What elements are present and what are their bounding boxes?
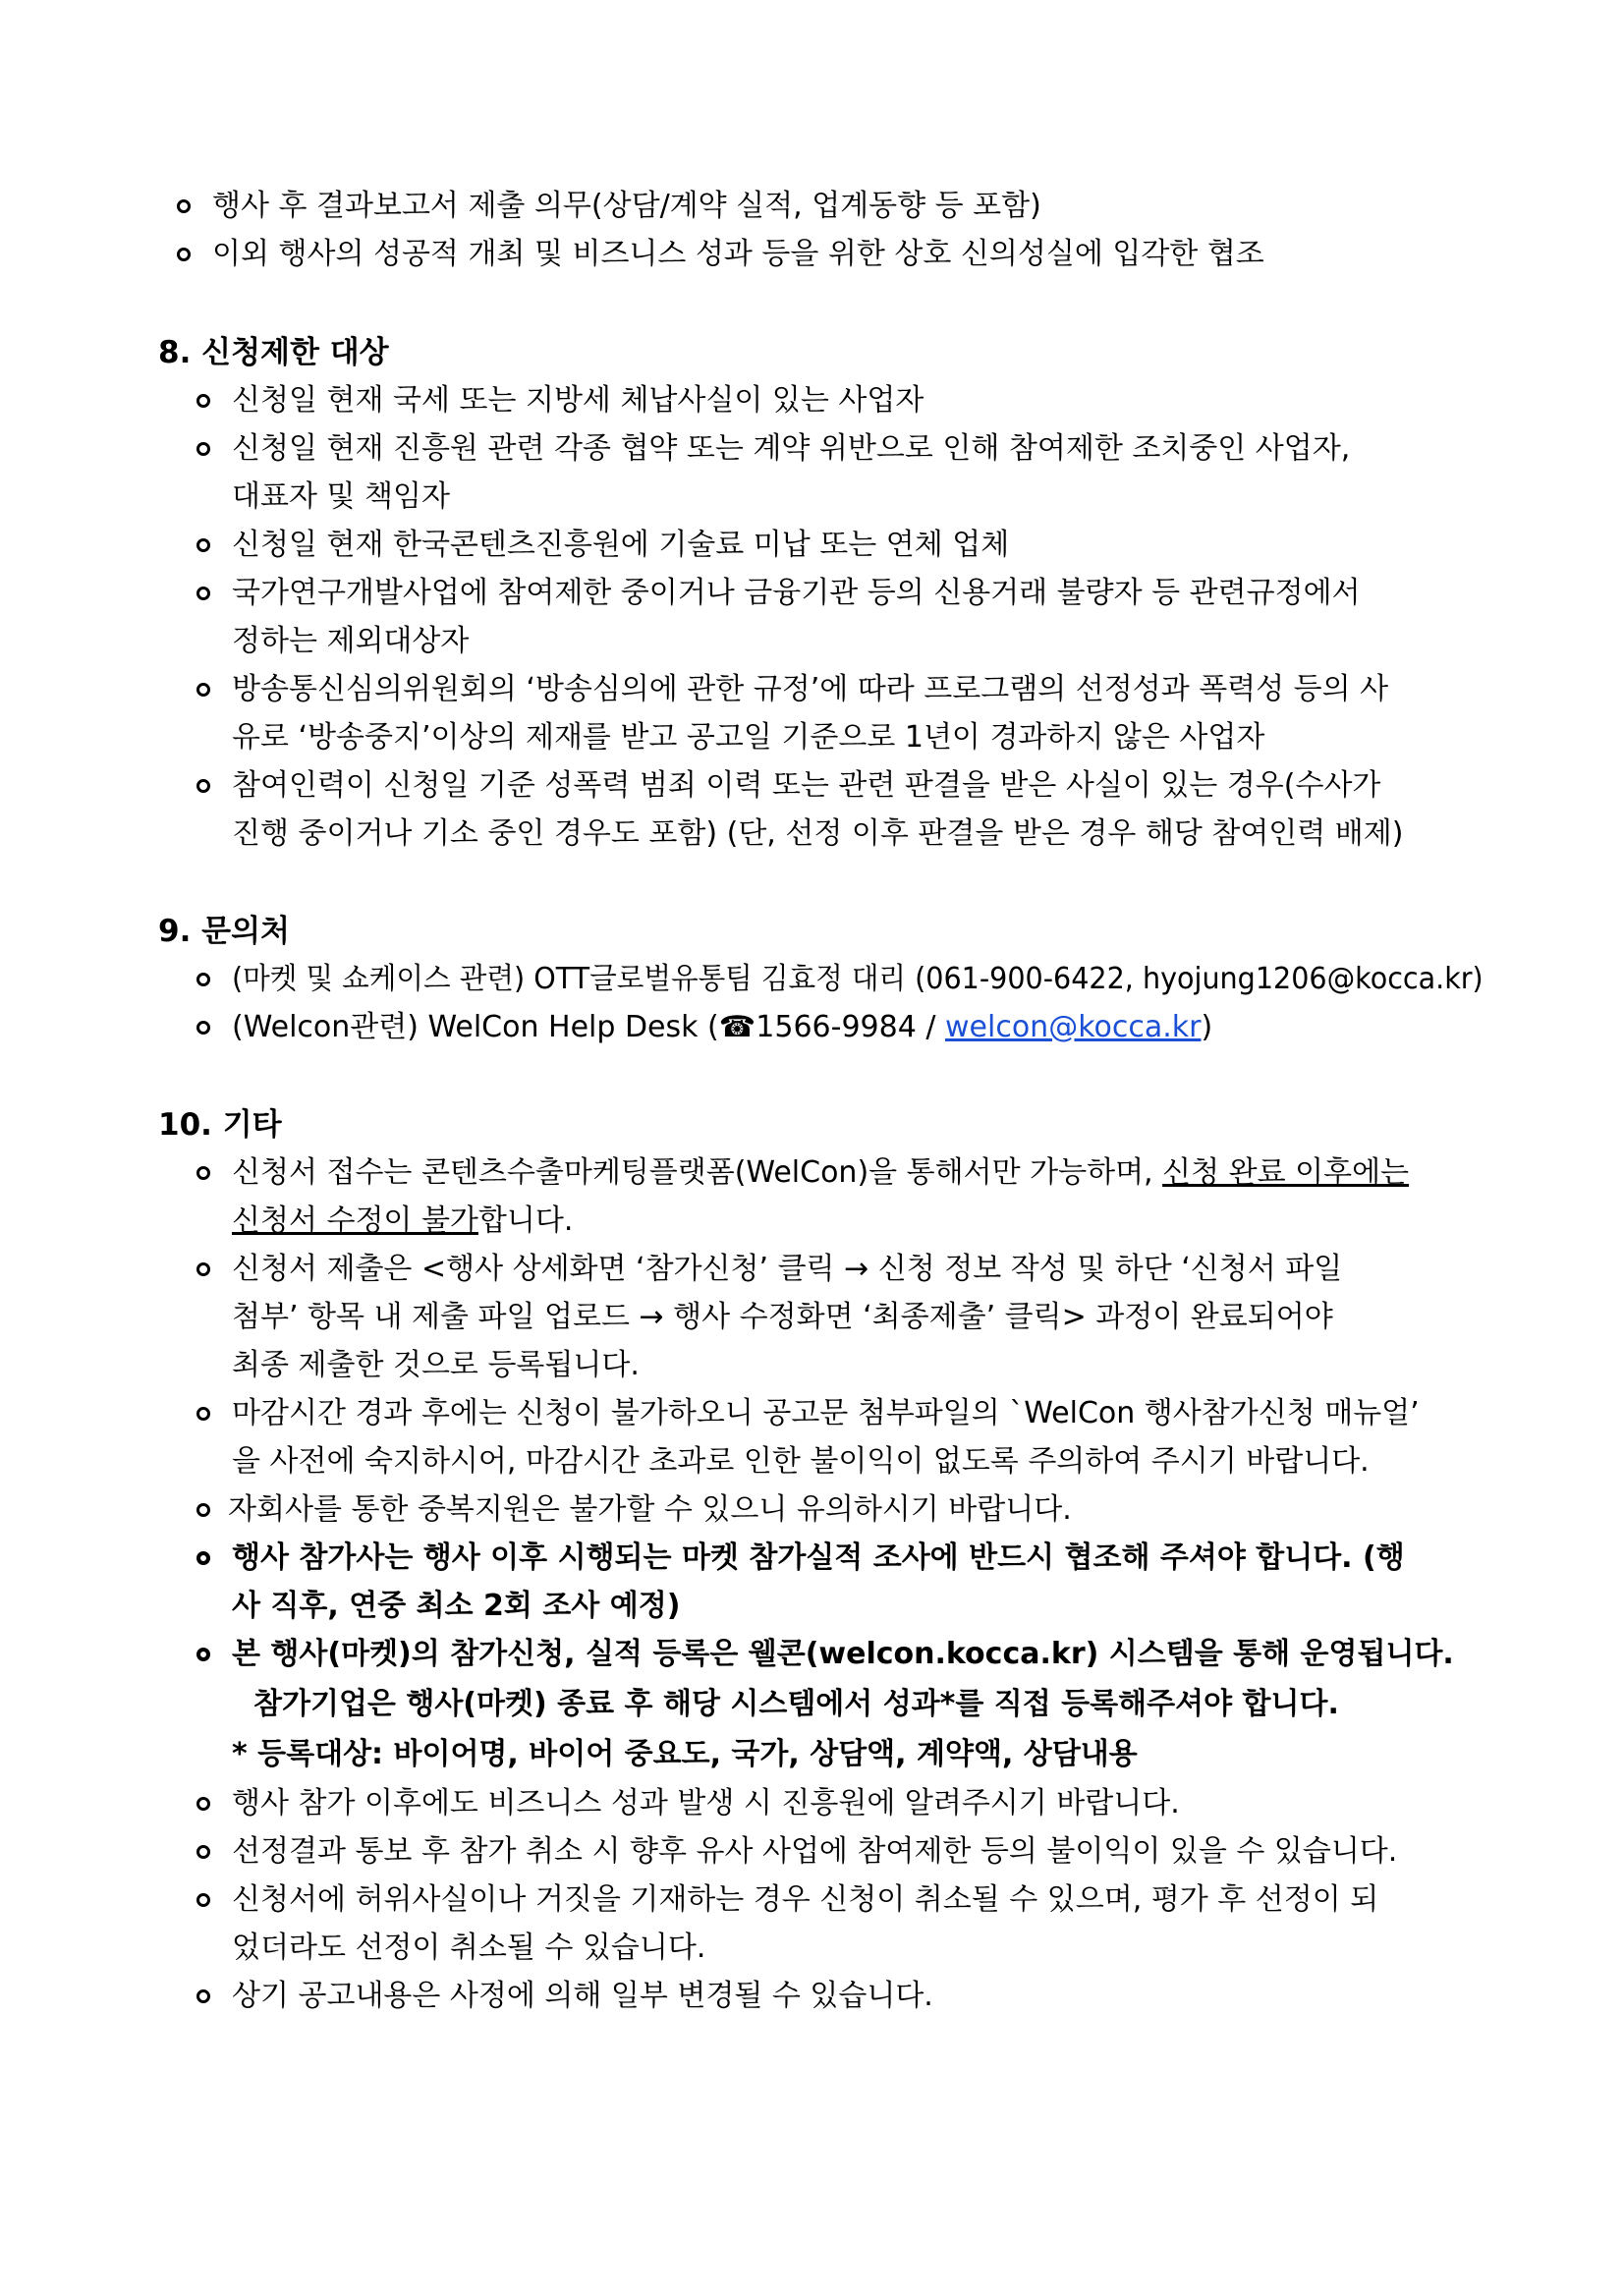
sec10-item-1-underlined: 신청 완료 이후에는	[1162, 1155, 1410, 1190]
intro-item-1: 행사 후 결과보고서 제출 의무(상담/계약 실적, 업계동향 등 포함)	[212, 189, 1041, 223]
bullet-icon	[196, 1989, 210, 2003]
sec10-item-8: 선정결과 통보 후 참가 취소 시 향후 유사 사업에 참여제한 등의 불이익이 있을 수 있습니다.	[232, 1834, 1398, 1869]
sec8-item-5-line2: 유로 ‘방송중지’이상의 제재를 받고 공고일 기준으로 1년이 경과하지 않은 사업자	[232, 720, 1265, 755]
sec10-item-1-line1	[232, 1154, 1409, 1192]
sec8-item-4-line2: 정하는 제외대상자	[232, 624, 470, 658]
bullet-icon	[196, 1503, 210, 1517]
bullet-icon	[196, 1407, 210, 1421]
section-8-title: 8. 신청제한 대상	[158, 335, 389, 370]
bullet-icon	[196, 442, 210, 456]
sec8-item-2-line2: 대표자 및 책임자	[232, 479, 450, 514]
bullet-icon	[196, 1166, 210, 1180]
section-9-title: 9. 문의처	[158, 914, 290, 949]
welcon-email-link[interactable]: welcon@kocca.kr	[945, 1010, 1202, 1044]
sec10-item-3-line1: 마감시간 경과 후에는 신청이 불가하오니 공고문 첨부파일의 `WelCon 행사참가신청 매뉴얼’	[232, 1396, 1420, 1430]
bullet-icon	[196, 683, 210, 697]
sec8-item-4-line1: 국가연구개발사업에 참여제한 중이거나 금융기관 등의 신용거래 불량자 등 관련규정에서	[232, 576, 1361, 610]
sec10-item-1-text: 신청서 접수는 콘텐츠수출마케팅플랫폼(WelCon)을 통해서만 가능하며,	[232, 1155, 1163, 1190]
bullet-icon	[196, 1797, 210, 1811]
bullet-icon	[196, 779, 210, 793]
sec10-item-9-line2: 었더라도 선정이 취소될 수 있습니다.	[232, 1931, 706, 1965]
sec10-item-2-line2: 첨부’ 항목 내 제출 파일 업로드 → 행사 수정화면 ‘최종제출’ 클릭> 과정이 완료되어야	[232, 1300, 1333, 1334]
bullet-icon	[196, 1551, 210, 1565]
sec9-item-1: (마켓 및 쇼케이스 관련) OTT글로벌유통팀 김효정 대리 (061-900-6422, hyojung1206@kocca.kr)	[232, 962, 1484, 996]
sec8-item-1: 신청일 현재 국세 또는 지방세 체납사실이 있는 사업자	[232, 383, 924, 418]
phone-icon: ☎	[718, 1010, 756, 1044]
section-10-title: 10. 기타	[158, 1107, 282, 1143]
sec10-item-5-line2: 사 직후, 연중 최소 2회 조사 예정)	[232, 1589, 681, 1623]
sec10-item-4: 자회사를 통한 중복지원은 불가할 수 있으니 유의하시기 바랍니다.	[228, 1492, 1072, 1527]
bullet-icon	[196, 1648, 210, 1661]
sec10-item-5-line1: 행사 참가사는 행사 이후 시행되는 마켓 참가실적 조사에 반드시 협조해 주셔야 합니다. (행	[232, 1540, 1405, 1575]
sec9-item-2-phone: 1566-9984 /	[746, 1010, 945, 1044]
sec9-item-2-prefix: (Welcon관련) WelCon Help Desk (	[232, 1010, 719, 1044]
bullet-icon	[177, 248, 191, 261]
bullet-icon	[196, 1845, 210, 1859]
sec8-item-2-line1: 신청일 현재 진흥원 관련 각종 협약 또는 계약 위반으로 인해 참여제한 조치중인 사업자,	[232, 431, 1351, 466]
sec10-item-6-line2: 참가기업은 행사(마켓) 종료 후 해당 시스템에서 성과*를 직접 등록해주셔야 합니다.	[253, 1687, 1339, 1721]
bullet-icon	[196, 973, 210, 986]
sec10-item-6-note: * 등록대상: 바이어명, 바이어 중요도, 국가, 상담액, 계약액, 상담내용	[232, 1737, 1138, 1771]
bullet-icon	[196, 538, 210, 552]
sec9-item-2-suffix: )	[1201, 1010, 1213, 1044]
sec10-item-3-line2: 을 사전에 숙지하시어, 마감시간 초과로 인한 불이익이 없도록 주의하여 주시기 바랍니다.	[232, 1444, 1370, 1479]
intro-item-2: 이외 행사의 성공적 개최 및 비즈니스 성과 등을 위한 상호 신의성실에 입각한 협조	[212, 237, 1264, 271]
bullet-icon	[196, 394, 210, 408]
sec10-item-9-line1: 신청서에 허위사실이나 거짓을 기재하는 경우 신청이 취소될 수 있으며, 평가 후 선정이 되	[232, 1882, 1379, 1917]
sec10-item-6-line1: 본 행사(마켓)의 참가신청, 실적 등록은 웰콘(welcon.kocca.kr) 시스템을 통해 운영됩니다.	[232, 1637, 1454, 1671]
sec10-item-10: 상기 공고내용은 사정에 의해 일부 변경될 수 있습니다.	[232, 1979, 933, 2013]
sec8-item-6-line2: 진행 중이거나 기소 중인 경우도 포함) (단, 선정 이후 판결을 받은 경우 해당 참여인력 배제)	[232, 816, 1404, 851]
sec8-item-3: 신청일 현재 한국콘텐츠진흥원에 기술료 미납 또는 연체 업체	[232, 528, 1010, 562]
bullet-icon	[196, 587, 210, 600]
sec9-item-2	[232, 1009, 1212, 1046]
sec10-item-1-tail: 합니다.	[477, 1204, 574, 1238]
sec10-item-1-underlined-2: 신청서 수정이 불가	[232, 1204, 478, 1238]
bullet-icon	[196, 1262, 210, 1276]
sec10-item-7: 행사 참가 이후에도 비즈니스 성과 발생 시 진흥원에 알려주시기 바랍니다.	[232, 1786, 1180, 1820]
sec8-item-6-line1: 참여인력이 신청일 기준 성폭력 범죄 이력 또는 관련 판결을 받은 사실이 있는 경우(수사가	[232, 768, 1381, 803]
bullet-icon	[177, 199, 191, 213]
sec10-item-2-line3: 최종 제출한 것으로 등록됩니다.	[232, 1348, 640, 1382]
sec10-item-2-line1: 신청서 제출은 <행사 상세화면 ‘참가신청’ 클릭 → 신청 정보 작성 및 하단 ‘신청서 파일	[232, 1252, 1343, 1286]
bullet-icon	[196, 1021, 210, 1035]
sec8-item-5-line1: 방송통신심의위원회의 ‘방송심의에 관한 규정’에 따라 프로그램의 선정성과 폭력성 등의 사	[232, 672, 1389, 706]
bullet-icon	[196, 1893, 210, 1907]
sec10-item-1-line2	[232, 1203, 573, 1240]
